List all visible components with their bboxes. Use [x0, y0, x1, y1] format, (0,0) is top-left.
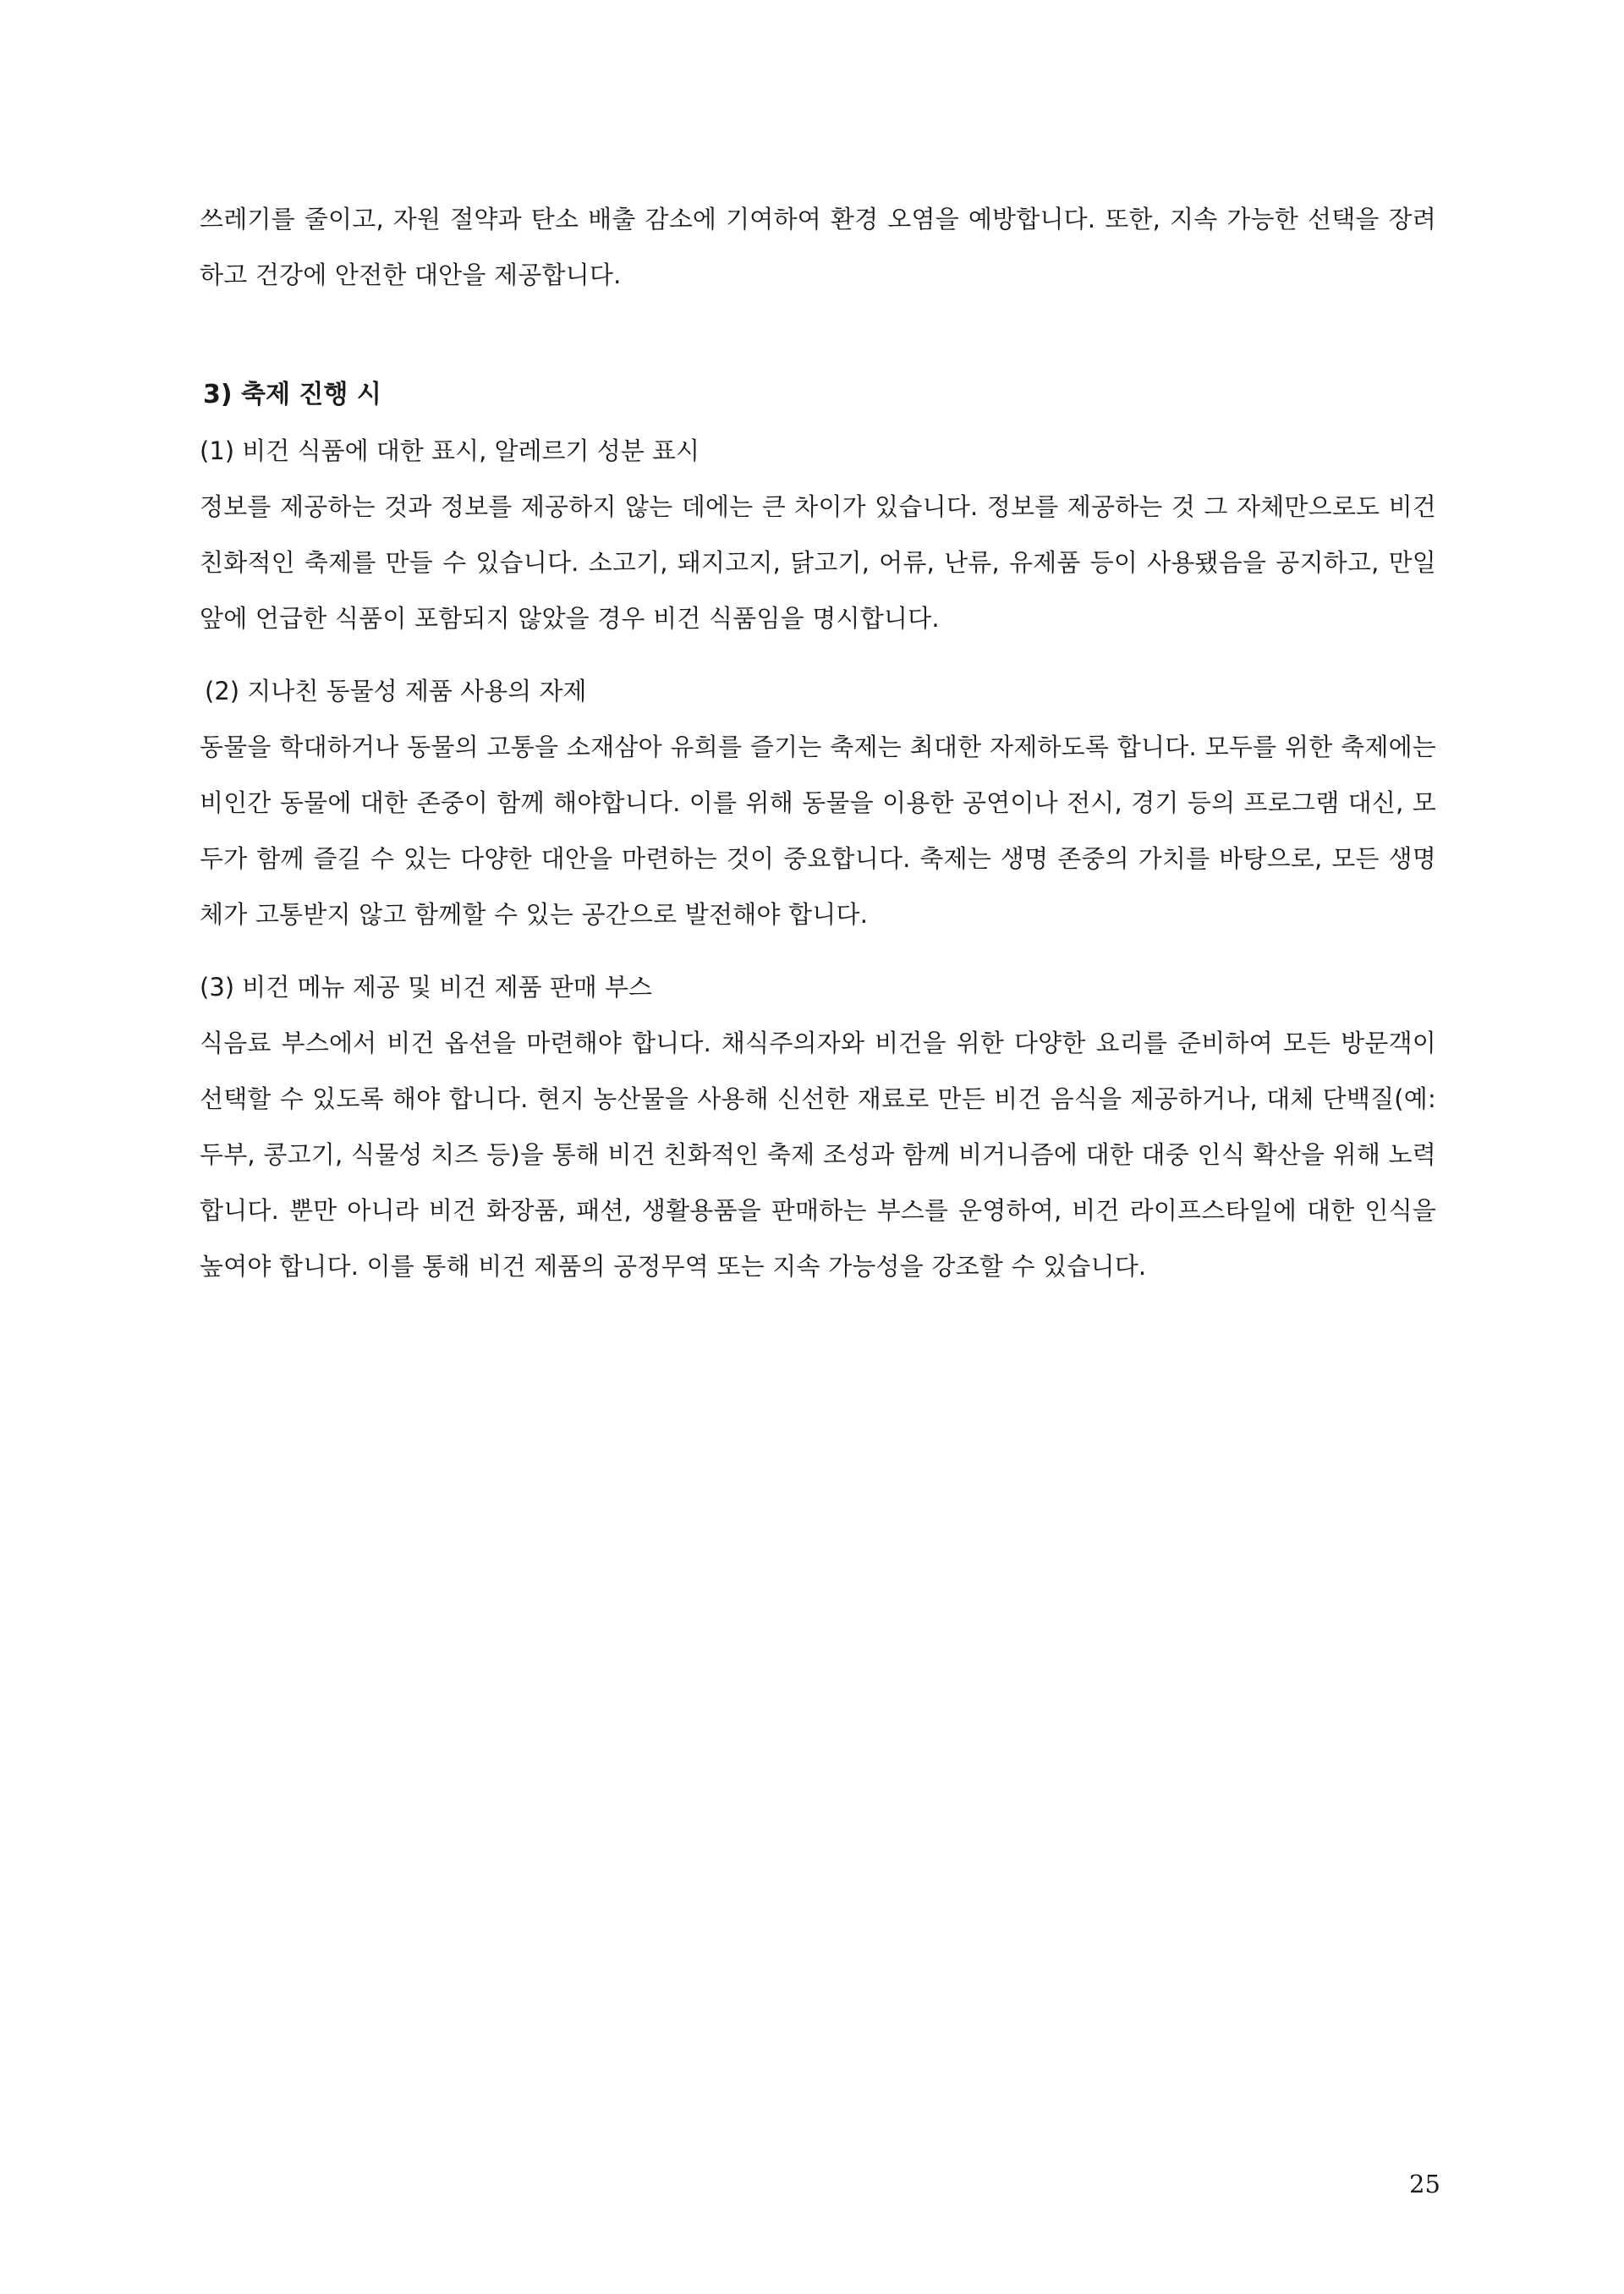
page-content — [200, 191, 1436, 1294]
subsection-paragraph-1: 정보를 제공하는 것과 정보를 제공하지 않는 데에는 큰 차이가 있습니다. 정보를 제공하는 것 그 자체만으로도 비건 친화적인 축제를 만들 수 있습니다. 소고기, 돼지고지, 닭고기, 어류, 난류, 유제품 등이 사용됐음을 공지하고, 만일 앞에 언급한 식품이 포함되지 않았을 경우 비건 식품임을 명시합니다. — [200, 492, 1436, 633]
intro-paragraph: 쓰레기를 줄이고, 자원 절약과 탄소 배출 감소에 기여하여 환경 오염을 예방합니다. 또한, 지속 가능한 선택을 장려하고 건강에 안전한 대안을 제공합니다. — [200, 205, 1436, 289]
subsection-paragraph-3: 식음료 부스에서 비건 옵션을 마련해야 합니다. 채식주의자와 비건을 위한 다양한 요리를 준비하여 모든 방문객이 선택할 수 있도록 해야 합니다. 현지 농산물을 사용해 신선한 재료로 만든 비건 음식을 제공하거나, 대체 단백질(예: 두부, 콩고기, 식물성 치즈 등)을 통해 비건 친화적인 축제 조성과 함께 비거니즘에 대한 대중 인식 확산을 위해 노력합니다. 뿐만 아니라 비건 화장품, 패션, 생활용품을 판매하는 부스를 운영하여, 비건 라이프스타일에 대한 인식을 높여야 합니다. 이를 통해 비건 제품의 공정무역 또는 지속 가능성을 강조할 수 있습니다. — [200, 1029, 1436, 1281]
spacer — [200, 942, 1436, 959]
subsection-heading-1: (1) 비건 식품에 대한 표시, 알레르기 성분 표시 — [200, 436, 700, 465]
section-heading: 3) 축제 진행 시 — [203, 380, 381, 409]
subsection-heading-3: (3) 비건 메뉴 제공 및 비건 제품 판매 부스 — [200, 973, 653, 1002]
page-number: 25 — [1409, 2170, 1440, 2198]
subsection-heading-2: (2) 지나친 동물성 제품 사용의 자제 — [205, 677, 587, 705]
spacer — [200, 646, 1436, 663]
subsection-paragraph-2: 동물을 학대하거나 동물의 고통을 소재삼아 유희를 즐기는 축제는 최대한 자제하도록 합니다. 모두를 위한 축제에는 비인간 동물에 대한 존중이 함께 해야합니다. 이를 위해 동물을 이용한 공연이나 전시, 경기 등의 프로그램 대신, 모두가 함께 즐길 수 있는 다양한 대안을 마련하는 것이 중요합니다. 축제는 생명 존중의 가치를 바탕으로, 모든 생명체가 고통받지 않고 함께할 수 있는 공간으로 발전해야 합니다. — [200, 733, 1436, 929]
